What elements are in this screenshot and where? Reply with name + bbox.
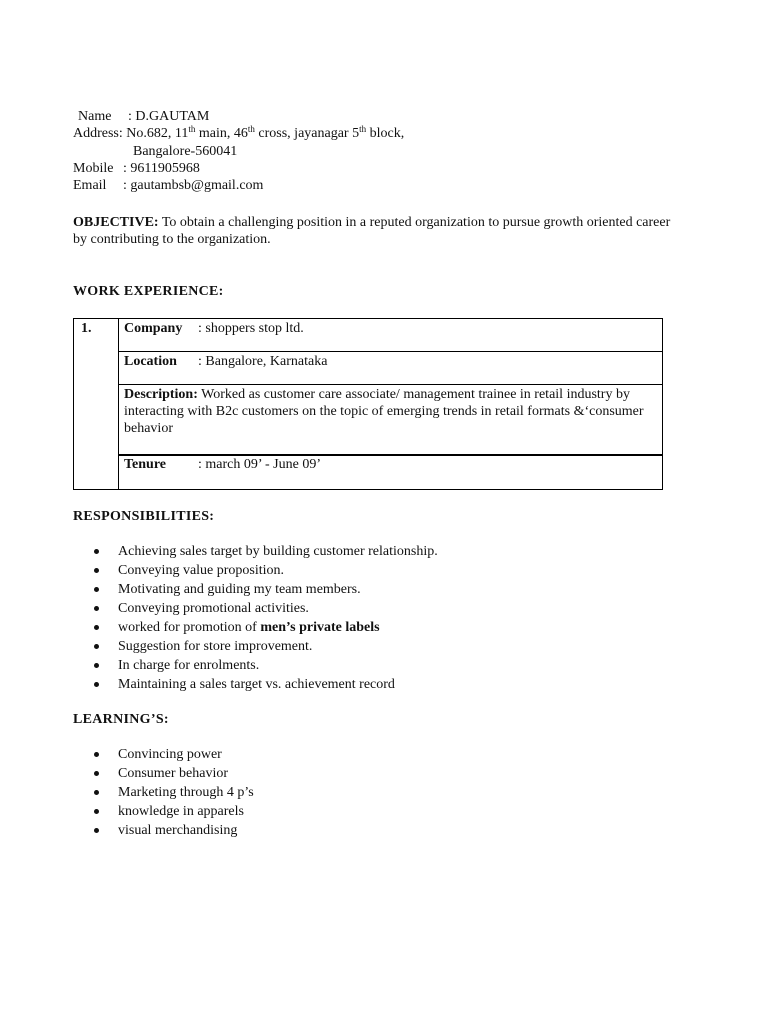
bullet-icon <box>94 663 99 668</box>
name-value: : D.GAUTAM <box>128 109 210 124</box>
tenure-cell <box>124 456 654 473</box>
objective-label: OBJECTIVE: <box>73 215 159 230</box>
address-line2: Bangalore-560041 <box>133 144 238 159</box>
address-line1: No.682, 11th main, 46th cross, jayanagar 5th block, <box>126 124 405 141</box>
tenure-value: : march 09’ - June 09’ <box>198 457 321 472</box>
work-experience-heading: WORK EXPERIENCE: <box>73 284 224 299</box>
responsibilities-list <box>91 543 438 695</box>
number-column <box>74 319 119 489</box>
list-item: Consumer behavior <box>91 765 254 784</box>
bullet-icon <box>94 625 99 630</box>
row-divider <box>118 384 662 385</box>
work-experience-table <box>73 318 663 490</box>
location-value: : Bangalore, Karnataka <box>198 354 328 369</box>
learnings-list <box>91 746 254 841</box>
tenure-label: Tenure <box>124 457 167 472</box>
bullet-icon <box>94 828 99 833</box>
list-item: Convincing power <box>91 746 254 765</box>
responsibilities-heading: RESPONSIBILITIES: <box>73 509 215 524</box>
description-label: Description: <box>124 387 198 402</box>
email-label: Email <box>73 178 107 193</box>
bullet-icon <box>94 809 99 814</box>
list-item: Suggestion for store improvement. <box>91 638 438 657</box>
address-row <box>73 125 404 142</box>
description-cell <box>124 386 654 437</box>
bullet-icon <box>94 682 99 687</box>
mobile-row <box>73 160 200 177</box>
email-row <box>73 177 263 194</box>
list-item: Achieving sales target by building customer relationship. <box>91 543 438 562</box>
mobile-value: : 9611905968 <box>123 161 200 176</box>
company-cell <box>124 320 654 337</box>
bullet-icon <box>94 790 99 795</box>
bullet-icon <box>94 587 99 592</box>
mobile-label: Mobile <box>73 161 114 176</box>
list-item: Conveying value proposition. <box>91 562 438 581</box>
list-item: worked for promotion of men’s private labels <box>91 619 438 638</box>
email-value: : gautambsb@gmail.com <box>123 178 264 193</box>
address-label: Address: <box>73 126 123 141</box>
list-item: knowledge in apparels <box>91 803 254 822</box>
objective-section <box>73 214 673 248</box>
list-item: Conveying promotional activities. <box>91 600 438 619</box>
name-row <box>78 108 209 125</box>
bold-phrase: men’s private labels <box>260 620 380 635</box>
bullet-icon <box>94 549 99 554</box>
list-item: Maintaining a sales target vs. achievement record <box>91 676 438 695</box>
list-item: In charge for enrolments. <box>91 657 438 676</box>
learnings-heading: LEARNING’S: <box>73 712 169 727</box>
description-value: Worked as customer care associate/ management trainee in retail industry by interacting with B2c customers on the topic of emerging trends in retail formats &‘consumer behavior <box>124 387 644 436</box>
row-divider <box>118 351 662 352</box>
company-value: : shoppers stop ltd. <box>198 321 304 336</box>
bullet-icon <box>94 752 99 757</box>
bullet-icon <box>94 644 99 649</box>
list-item: Motivating and guiding my team members. <box>91 581 438 600</box>
bullet-icon <box>94 771 99 776</box>
objective-text: To obtain a challenging position in a reputed organization to pursue growth oriented career by contributing to the organization. <box>73 215 671 247</box>
location-label: Location <box>124 354 177 369</box>
location-cell <box>124 353 654 370</box>
entry-number: 1. <box>81 321 92 336</box>
bullet-icon <box>94 568 99 573</box>
list-item: Marketing through 4 p’s <box>91 784 254 803</box>
name-label: Name <box>78 109 112 124</box>
list-item: visual merchandising <box>91 822 254 841</box>
company-label: Company <box>124 321 183 336</box>
bullet-icon <box>94 606 99 611</box>
